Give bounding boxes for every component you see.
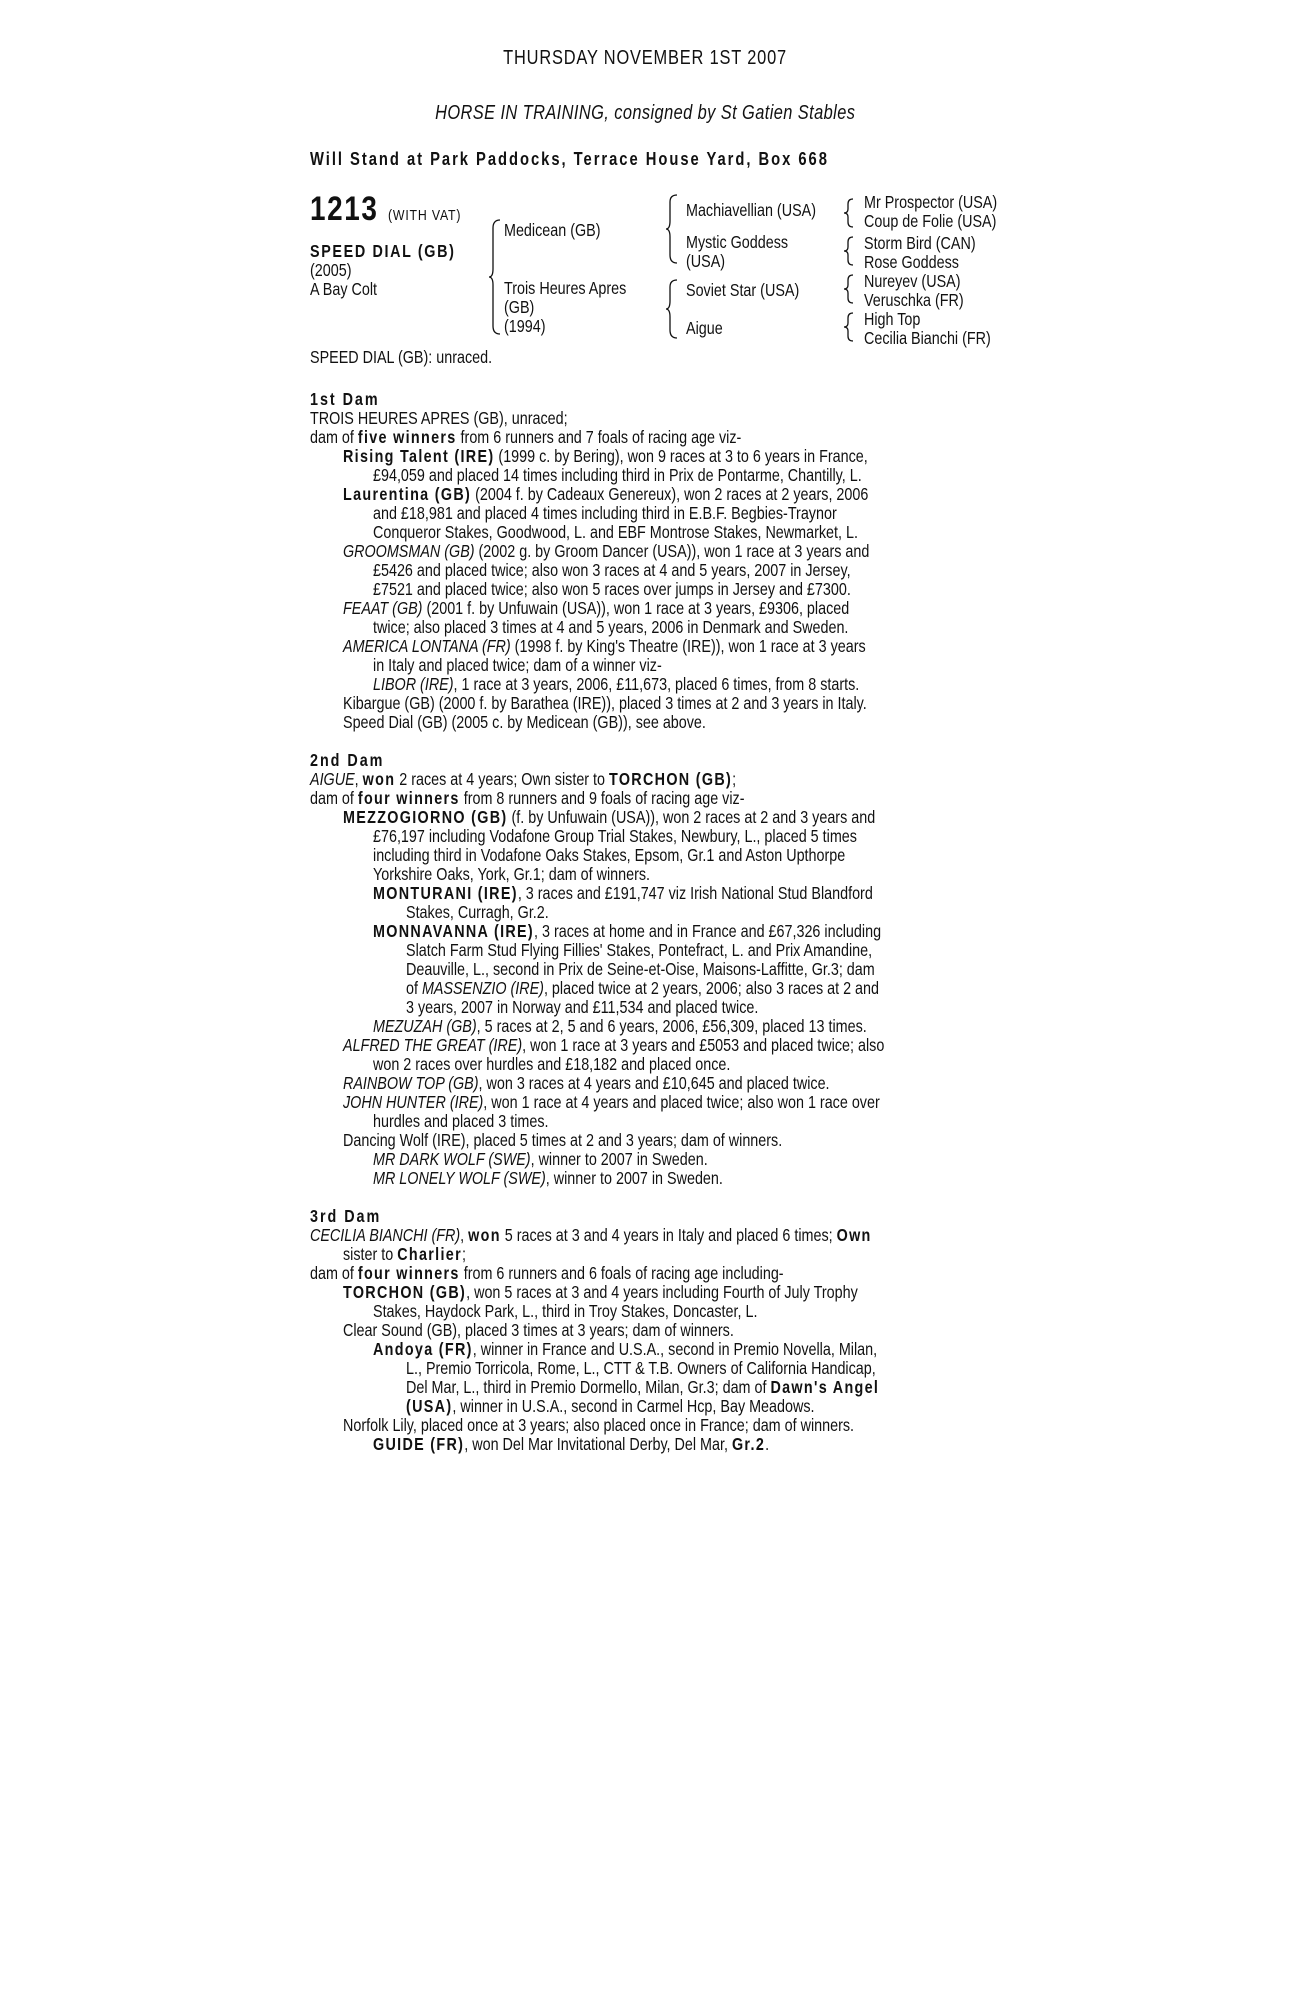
vat-label: (WITH VAT) (387, 207, 462, 224)
granddam-2: Rose Goddess (864, 252, 959, 272)
section-heading: 2nd Dam (310, 750, 385, 770)
section-spacer (310, 1188, 1003, 1207)
progeny-line: FEAAT (GB) (2001 f. by Unfuwain (USA)), won 1 race at 3 years, £9306, placed (343, 598, 850, 618)
grandsire-4: High Top (864, 309, 921, 329)
horse-description: A Bay Colt (310, 279, 378, 299)
stand-location: Will Stand at Park Paddocks, Terrace House Yard, Box 668 (310, 149, 829, 169)
horse-name: SPEED DIAL (GB) (310, 241, 456, 261)
pedigree-brace-g3 (843, 274, 855, 304)
grandsire-1: Mr Prospector (USA) (864, 192, 998, 212)
dam-line: dam of four winners from 6 runners and 6 foals of racing age including- (310, 1263, 784, 1283)
dam-sections (310, 390, 1003, 1454)
pedigree-brace-first (488, 219, 502, 335)
third-dam-section (310, 1207, 1003, 1454)
progeny-line: MR LONELY WOLF (SWE), winner to 2007 in Sweden. (373, 1168, 723, 1188)
progeny-line: LIBOR (IRE), 1 race at 3 years, 2006, £11,673, placed 6 times, from 8 starts. (373, 674, 860, 694)
consignment-line: HORSE IN TRAINING, consigned by St Gatien Stables (434, 102, 856, 124)
progeny-line: ALFRED THE GREAT (IRE), won 1 race at 3 years and £5053 and placed twice; also (343, 1035, 885, 1055)
progeny-line: (USA), winner in U.S.A., second in Carmel Hcp, Bay Meadows. (406, 1396, 815, 1416)
pedigree-brace-g1 (843, 198, 855, 228)
progeny-line: Conqueror Stakes, Goodwood, L. and EBF Montrose Stakes, Newmarket, L. (373, 522, 858, 542)
pedigree-brace-sire-line (665, 194, 679, 264)
progeny-line: 3 years, 2007 in Norway and £11,534 and placed twice. (406, 997, 759, 1017)
progeny-line: RAINBOW TOP (GB), won 3 races at 4 years and £10,645 and placed twice. (343, 1073, 830, 1093)
progeny-line: hurdles and placed 3 times. (373, 1111, 549, 1131)
sire-dam: Mystic Goddess (686, 232, 789, 252)
progeny-line: AMERICA LONTANA (FR) (1998 f. by King's Theatre (IRE)), won 1 race at 3 years (343, 636, 866, 656)
section-heading: 1st Dam (310, 389, 380, 409)
progeny-line: Yorkshire Oaks, York, Gr.1; dam of winners. (373, 864, 651, 884)
progeny-line: MEZZOGIORNO (GB) (f. by Unfuwain (USA)), won 2 races at 2 and 3 years and (343, 807, 876, 827)
progeny-line: Clear Sound (GB), placed 3 times at 3 years; dam of winners. (343, 1320, 734, 1340)
progeny-line: £94,059 and placed 14 times including third in Prix de Pontarme, Chantilly, L. (373, 465, 862, 485)
lot-number-value: 1213 (310, 190, 379, 228)
dam-year: (1994) (504, 316, 546, 336)
progeny-line: Kibargue (GB) (2000 f. by Barathea (IRE)), placed 3 times at 2 and 3 years in Italy. (343, 693, 867, 713)
progeny-line: Stakes, Curragh, Gr.2. (406, 902, 549, 922)
progeny-line: Laurentina (GB) (2004 f. by Cadeaux Genereux), won 2 races at 2 years, 2006 (343, 484, 869, 504)
dam-origin: (GB) (504, 297, 535, 317)
dam-line: TROIS HEURES APRES (GB), unraced; (310, 408, 568, 428)
progeny-line: MR DARK WOLF (SWE), winner to 2007 in Sweden. (373, 1149, 708, 1169)
progeny-line: in Italy and placed twice; dam of a winner viz- (373, 655, 662, 675)
sire-sire: Machiavellian (USA) (686, 200, 816, 220)
progeny-line: won 2 races over hurdles and £18,182 and placed once. (373, 1054, 731, 1074)
progeny-line: Stakes, Haydock Park, L., third in Troy Stakes, Doncaster, L. (373, 1301, 758, 1321)
dam-line: dam of five winners from 6 runners and 7 foals of racing age viz- (310, 427, 742, 447)
first-dam-section (310, 390, 1003, 732)
progeny-line: £5426 and placed twice; also won 3 races at 4 and 5 years, 2007 in Jersey, (373, 560, 851, 580)
dam-line: AIGUE, won 2 races at 4 years; Own sister to TORCHON (GB); (310, 769, 737, 789)
progeny-line: £7521 and placed twice; also won 5 races over jumps in Jersey and £7300. (373, 579, 851, 599)
progeny-line: including third in Vodafone Oaks Stakes, Epsom, Gr.1 and Aston Upthorpe (373, 845, 846, 865)
race-record: SPEED DIAL (GB): unraced. (310, 347, 493, 367)
progeny-line: £76,197 including Vodafone Group Trial Stakes, Newbury, L., placed 5 times (373, 826, 857, 846)
pedigree-brace-g4 (843, 312, 855, 342)
dam-line: dam of four winners from 8 runners and 9 foals of racing age viz- (310, 788, 745, 808)
sire: Medicean (GB) (504, 220, 601, 240)
dam: Trois Heures Apres (504, 278, 627, 298)
progeny-line: Norfolk Lily, placed once at 3 years; also placed once in France; dam of winners. (343, 1415, 855, 1435)
progeny-line: MONNAVANNA (IRE), 3 races at home and in France and £67,326 including (373, 921, 882, 941)
progeny-line: Rising Talent (IRE) (1999 c. by Bering), won 9 races at 3 to 6 years in France, (343, 446, 868, 466)
dam-dam: Aigue (686, 318, 723, 338)
progeny-line: MEZUZAH (GB), 5 races at 2, 5 and 6 years, 2006, £56,309, placed 13 times. (373, 1016, 867, 1036)
foaling-year: (2005) (310, 260, 352, 280)
progeny-line: GROOMSMAN (GB) (2002 g. by Groom Dancer (USA)), won 1 race at 3 years and (343, 541, 870, 561)
progeny-line: TORCHON (GB), won 5 races at 3 and 4 years including Fourth of July Trophy (343, 1282, 858, 1302)
sire-dam-origin: (USA) (686, 251, 726, 271)
granddam-3: Veruschka (FR) (864, 290, 964, 310)
granddam-4: Cecilia Bianchi (FR) (864, 328, 991, 348)
progeny-line: Dancing Wolf (IRE), placed 5 times at 2 and 3 years; dam of winners. (343, 1130, 783, 1150)
progeny-line: of MASSENZIO (IRE), placed twice at 2 years, 2006; also 3 races at 2 and (406, 978, 879, 998)
pedigree-brace-dam-line (665, 279, 679, 339)
progeny-line: JOHN HUNTER (IRE), won 1 race at 4 years and placed twice; also won 1 race over (343, 1092, 880, 1112)
grandsire-2: Storm Bird (CAN) (864, 233, 976, 253)
progeny-line: twice; also placed 3 times at 4 and 5 years, 2006 in Denmark and Sweden. (373, 617, 849, 637)
progeny-line: Deauville, L., second in Prix de Seine-et-Oise, Maisons-Laffitte, Gr.3; dam (406, 959, 875, 979)
progeny-line: L., Premio Torricola, Rome, L., CTT & T.B. Owners of California Handicap, (406, 1358, 876, 1378)
section-spacer (310, 732, 1003, 751)
progeny-line: Speed Dial (GB) (2005 c. by Medicean (GB)), see above. (343, 712, 706, 732)
sale-date: THURSDAY NOVEMBER 1ST 2007 (503, 47, 787, 69)
progeny-line: GUIDE (FR), won Del Mar Invitational Derby, Del Mar, Gr.2. (373, 1434, 770, 1454)
dam-line: sister to Charlier; (343, 1244, 466, 1264)
section-heading: 3rd Dam (310, 1206, 382, 1226)
progeny-line: and £18,981 and placed 4 times including third in E.B.F. Begbies-Traynor (373, 503, 837, 523)
progeny-line: Del Mar, L., third in Premio Dormello, Milan, Gr.3; dam of Dawn's Angel (406, 1377, 880, 1397)
grandsire-3: Nureyev (USA) (864, 271, 961, 291)
granddam-1: Coup de Folie (USA) (864, 211, 997, 231)
progeny-line: MONTURANI (IRE), 3 races and £191,747 viz Irish National Stud Blandford (373, 883, 873, 903)
dam-sire: Soviet Star (USA) (686, 280, 800, 300)
progeny-line: Slatch Farm Stud Flying Fillies' Stakes, Pontefract, L. and Prix Amandine, (406, 940, 873, 960)
pedigree-brace-g2 (843, 236, 855, 266)
second-dam-section (310, 751, 1003, 1188)
lot-number (310, 190, 495, 229)
progeny-line: Andoya (FR), winner in France and U.S.A., second in Premio Novella, Milan, (373, 1339, 878, 1359)
dam-line: CECILIA BIANCHI (FR), won 5 races at 3 and 4 years in Italy and placed 6 times; Own (310, 1225, 872, 1245)
